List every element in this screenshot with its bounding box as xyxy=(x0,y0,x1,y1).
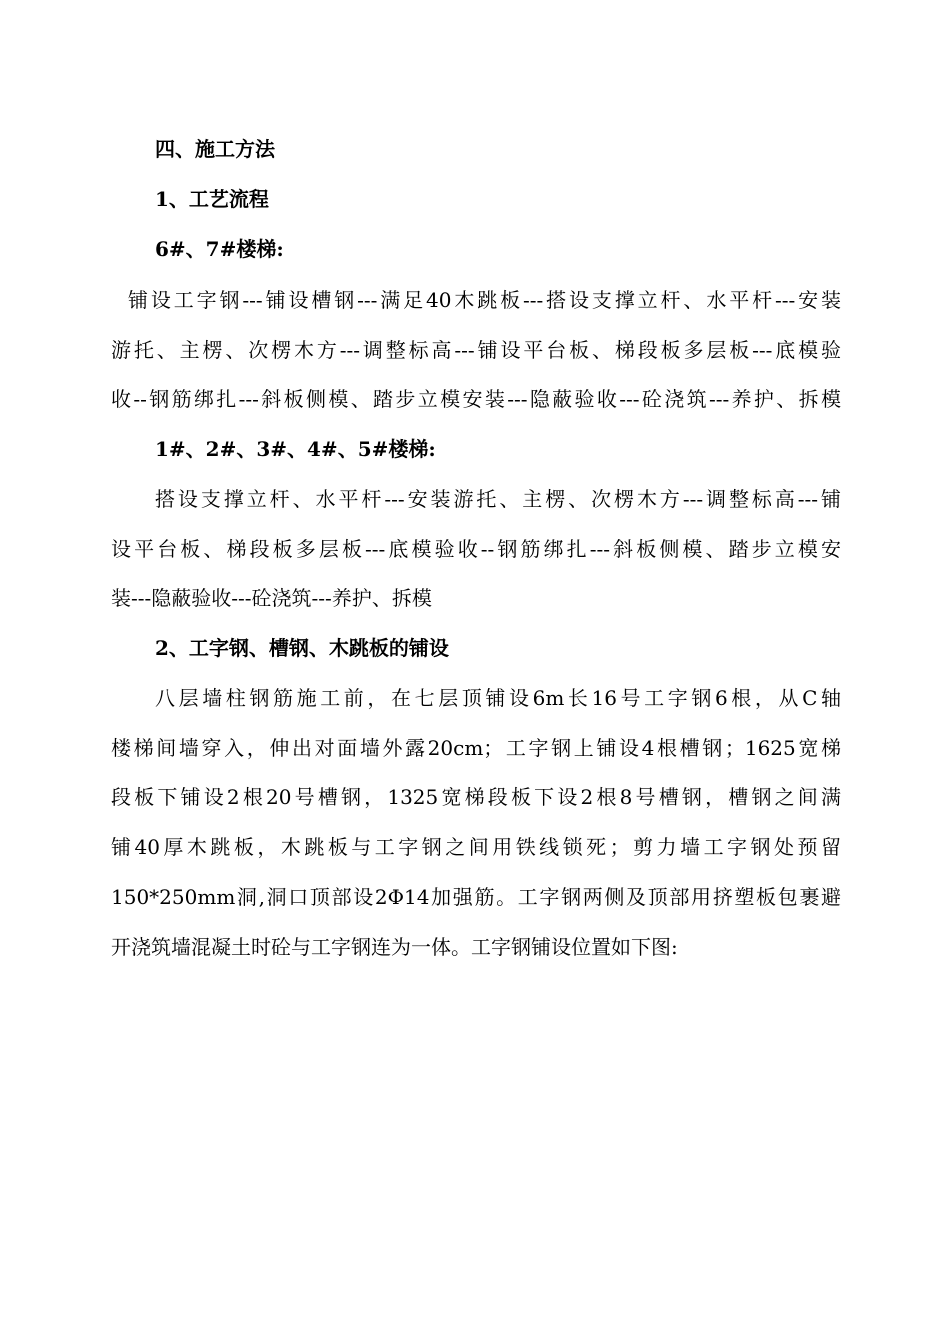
paragraph-line: 搭设支撑立杆、水平杆---安装游托、主楞、次楞木方---调整标高---铺 xyxy=(155,487,841,511)
paragraph-line: 铺设工字钢---铺设槽钢---满足40木跳板---搭设支撑立杆、水平杆---安装 xyxy=(128,288,841,312)
subsection-title-laying: 2、工字钢、槽钢、木跳板的铺设 xyxy=(155,636,449,660)
paragraph-line: 收--钢筋绑扎---斜板侧模、踏步立模安装---隐蔽验收---砼浇筑---养护、拆模 xyxy=(111,387,841,411)
paragraph-line: 设平台板、梯段板多层板---底模验收--钢筋绑扎---斜板侧模、踏步立模安 xyxy=(111,537,841,561)
section-title: 四、施工方法 xyxy=(155,137,275,161)
paragraph-line: 装---隐蔽验收---砼浇筑---养护、拆模 xyxy=(111,586,432,610)
paragraph-line: 150*250mm洞,洞口顶部设2Φ14加强筋。工字钢两侧及顶部用挤塑板包裹避 xyxy=(111,885,841,909)
stair-group-label-6-7: 6#、7#楼梯: xyxy=(155,237,284,261)
paragraph-line: 八层墙柱钢筋施工前，在七层顶铺设6m长16号工字钢6根，从C轴 xyxy=(155,686,841,710)
paragraph-line: 段板下铺设2根20号槽钢，1325宽梯段板下设2根8号槽钢，槽钢之间满 xyxy=(111,785,841,809)
stair-group-label-1-5: 1#、2#、3#、4#、5#楼梯: xyxy=(155,437,436,461)
paragraph-line: 铺40厚木跳板，木跳板与工字钢之间用铁线锁死；剪力墙工字钢处预留 xyxy=(111,835,841,859)
paragraph-line: 游托、主楞、次楞木方---调整标高---铺设平台板、梯段板多层板---底模验 xyxy=(111,338,841,362)
subsection-title-process-flow: 1、工艺流程 xyxy=(155,187,269,211)
paragraph-line: 开浇筑墙混凝土时砼与工字钢连为一体。工字钢铺设位置如下图: xyxy=(111,935,678,959)
paragraph-line: 楼梯间墙穿入，伸出对面墙外露20cm；工字钢上铺设4根槽钢；1625宽梯 xyxy=(111,736,841,760)
